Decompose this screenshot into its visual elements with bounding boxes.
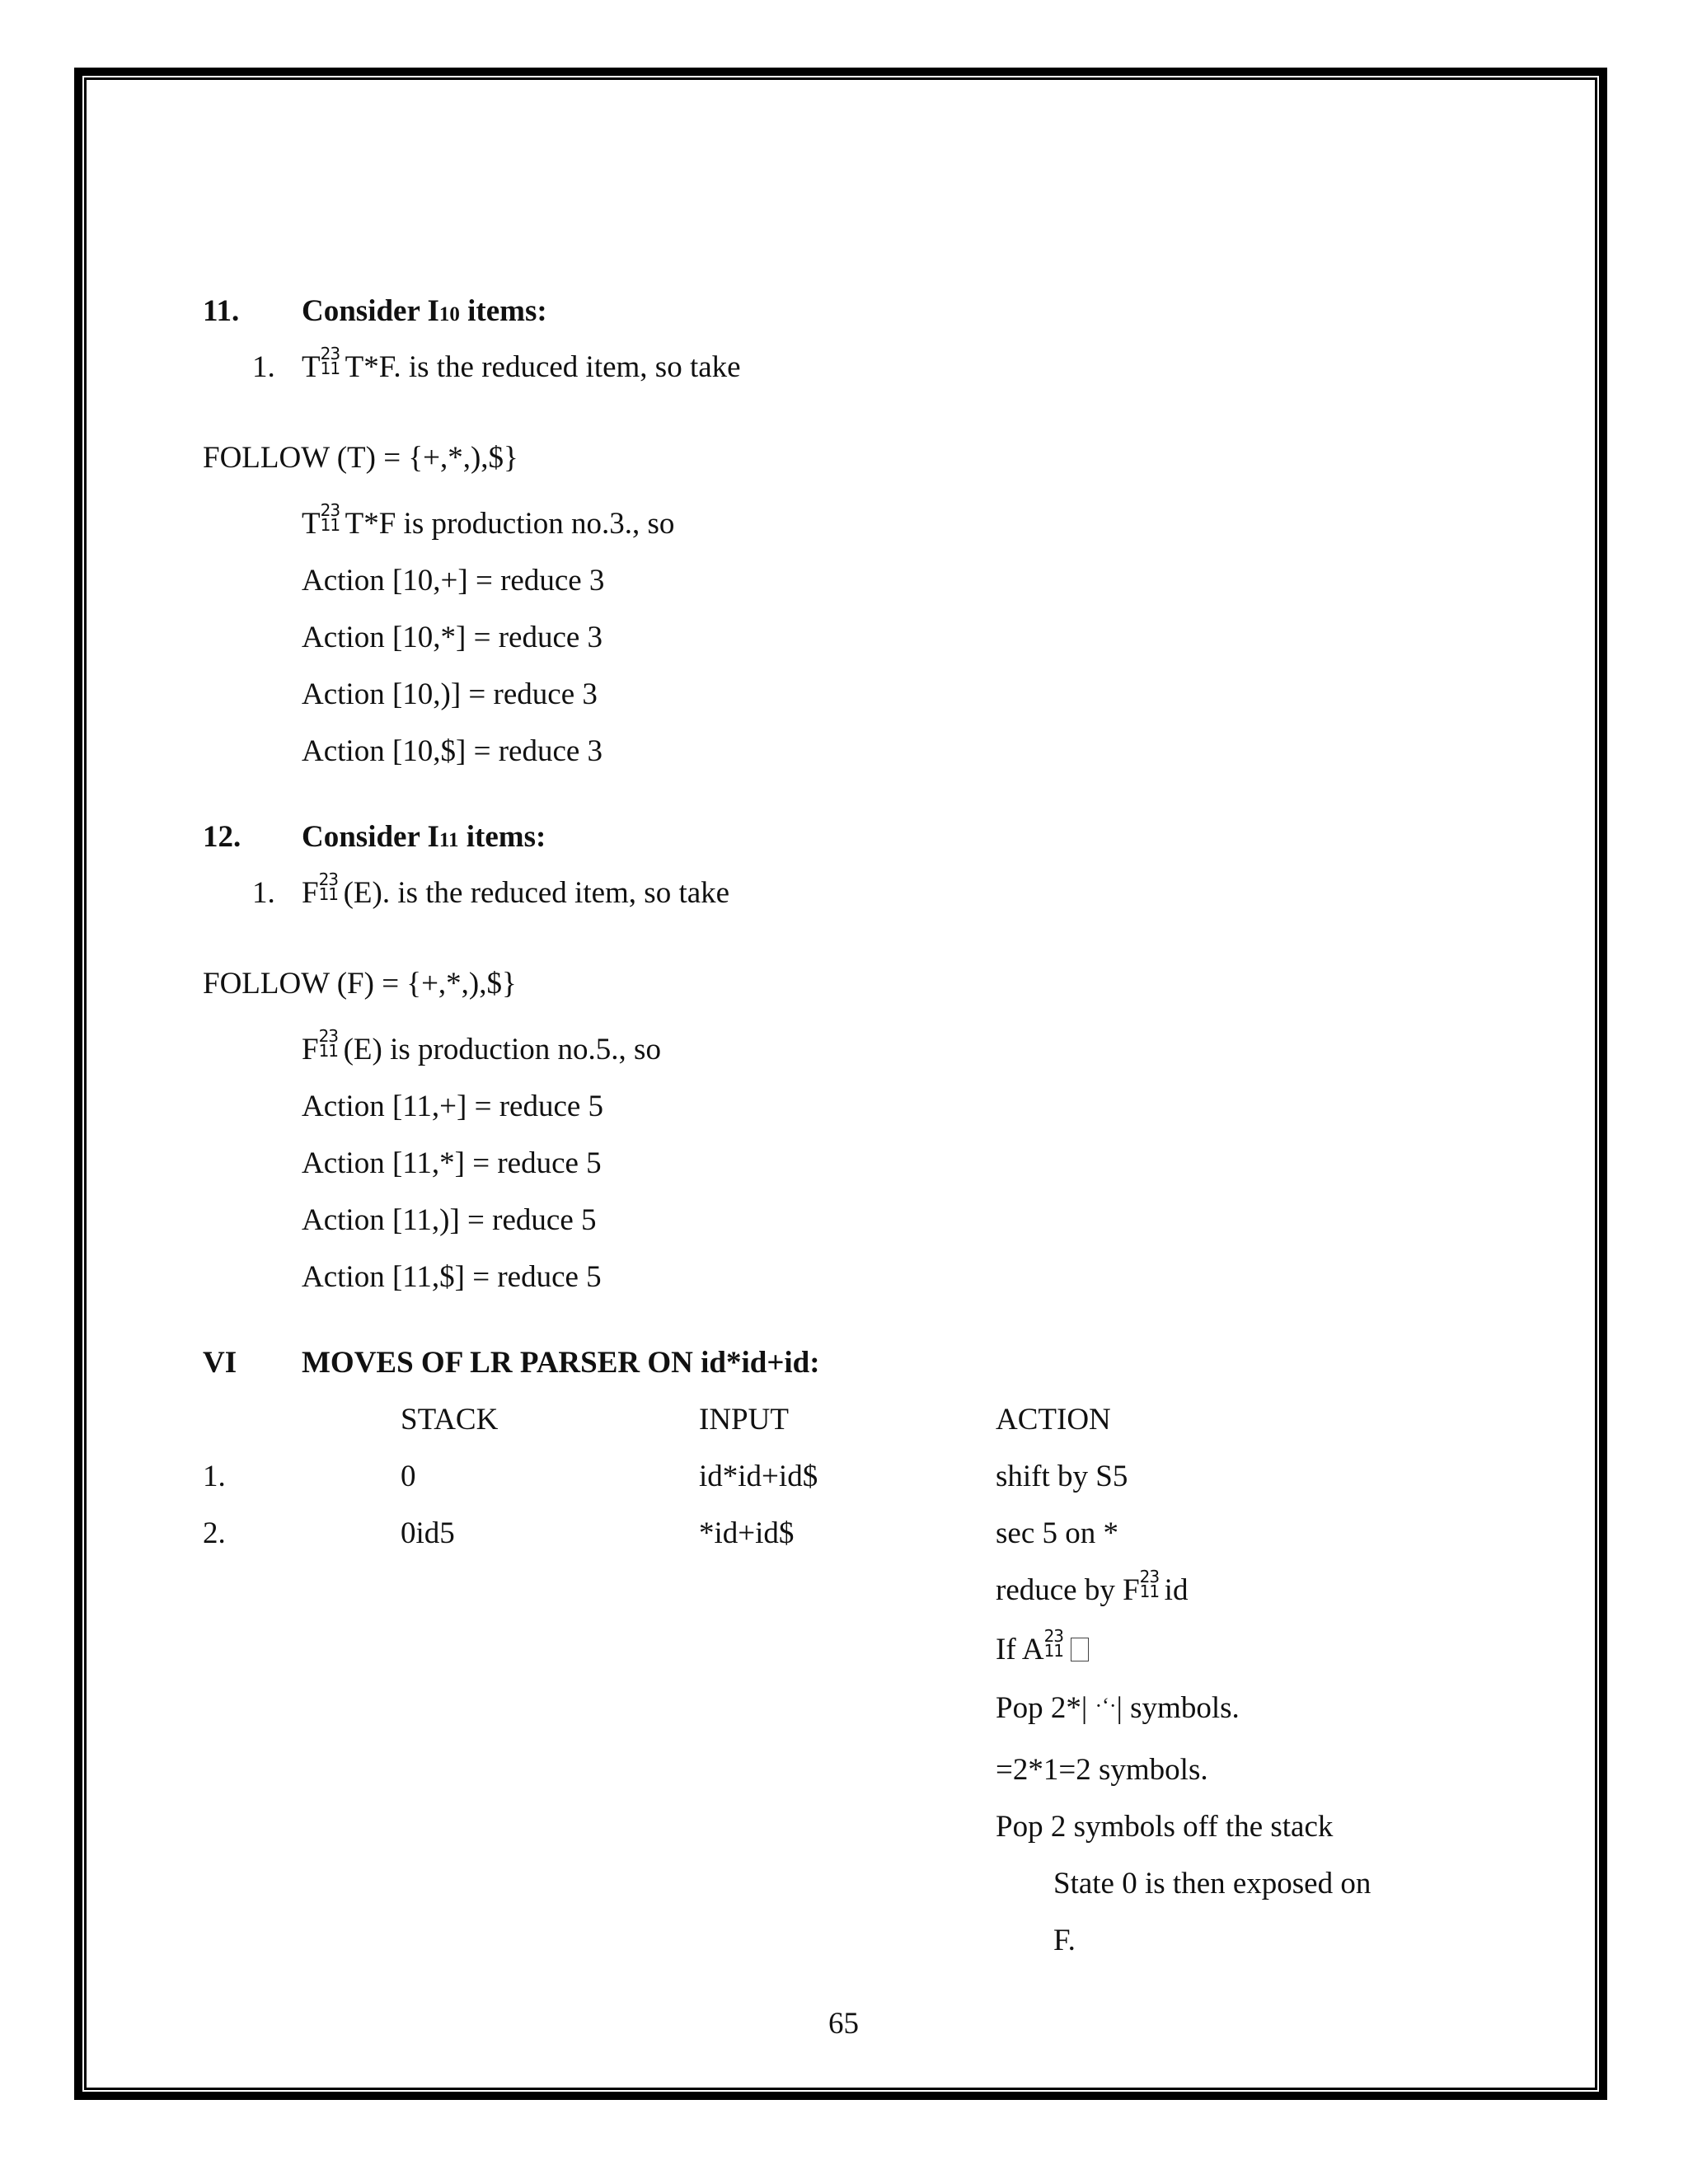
section-12-item-text: F 23 11 (E). is the reduced item, so take [302,869,730,910]
row-input: id*id+id$ [699,1460,818,1493]
action-line: Action [10,*] = reduce 3 [302,621,603,654]
row-stack: 0 [401,1460,416,1493]
action-line: Action [10,)] = reduce 3 [302,677,598,711]
note-reduce: reduce by F 23 11 id [996,1567,1189,1607]
column-header-input: INPUT [699,1403,789,1436]
beta-glyph-icon: ·ʻ· [1095,1694,1117,1718]
column-header-stack: STACK [401,1403,499,1436]
production-5: F 23 11 (E) is production no.5., so [302,1026,661,1066]
section-vi-number: VI [203,1346,237,1380]
section-11-item-number: 1. [252,350,275,384]
column-header-action: ACTION [996,1403,1111,1436]
missing-glyph-icon [1071,1638,1089,1661]
section-vi-heading: MOVES OF LR PARSER ON id*id+id: [302,1346,820,1380]
arrow-glyph-icon: 23 11 [320,344,340,378]
arrow-glyph-icon: 23 11 [1043,1626,1064,1661]
note-f: F. [1053,1924,1076,1957]
note-state0: State 0 is then exposed on [1053,1867,1372,1900]
section-11-number: 11. [203,294,240,328]
production-3: T 23 11 T*F is production no.3., so [302,500,675,541]
row-action: sec 5 on * [996,1516,1118,1550]
row-stack: 0id5 [401,1516,455,1550]
action-line: Action [11,*] = reduce 5 [302,1146,602,1180]
row-action: shift by S5 [996,1460,1128,1493]
follow-f: FOLLOW (F) = {+,*,),$} [203,967,517,1001]
note-calc: =2*1=2 symbols. [996,1753,1208,1787]
row-number: 1. [203,1460,226,1493]
row-number: 2. [203,1516,226,1550]
note-if: If A 23 11 [996,1632,1089,1668]
section-11-item-text: T 23 11 T*F. is the reduced item, so take [302,344,741,384]
section-11-heading: Consider I10 items: [302,294,547,328]
row-input: *id+id$ [699,1516,795,1550]
arrow-glyph-icon: 23 11 [1139,1567,1160,1601]
page-number: 65 [828,2007,859,2041]
arrow-glyph-icon: 23 11 [318,869,339,904]
section-12-item-number: 1. [252,876,275,910]
note-pop-off: Pop 2 symbols off the stack [996,1810,1334,1844]
action-line: Action [11,$] = reduce 5 [302,1260,602,1294]
follow-t: FOLLOW (T) = {+,*,),$} [203,441,518,475]
action-line: Action [11,)] = reduce 5 [302,1203,597,1237]
note-pop: Pop 2*| ·ʻ·| symbols. [996,1691,1240,1725]
action-line: Action [11,+] = reduce 5 [302,1090,604,1123]
section-12-number: 12. [203,820,241,854]
section-12-heading: Consider I11 items: [302,820,546,854]
arrow-glyph-icon: 23 11 [318,1026,339,1061]
action-line: Action [10,+] = reduce 3 [302,564,605,598]
action-line: Action [10,$] = reduce 3 [302,734,603,768]
arrow-glyph-icon: 23 11 [320,500,340,535]
